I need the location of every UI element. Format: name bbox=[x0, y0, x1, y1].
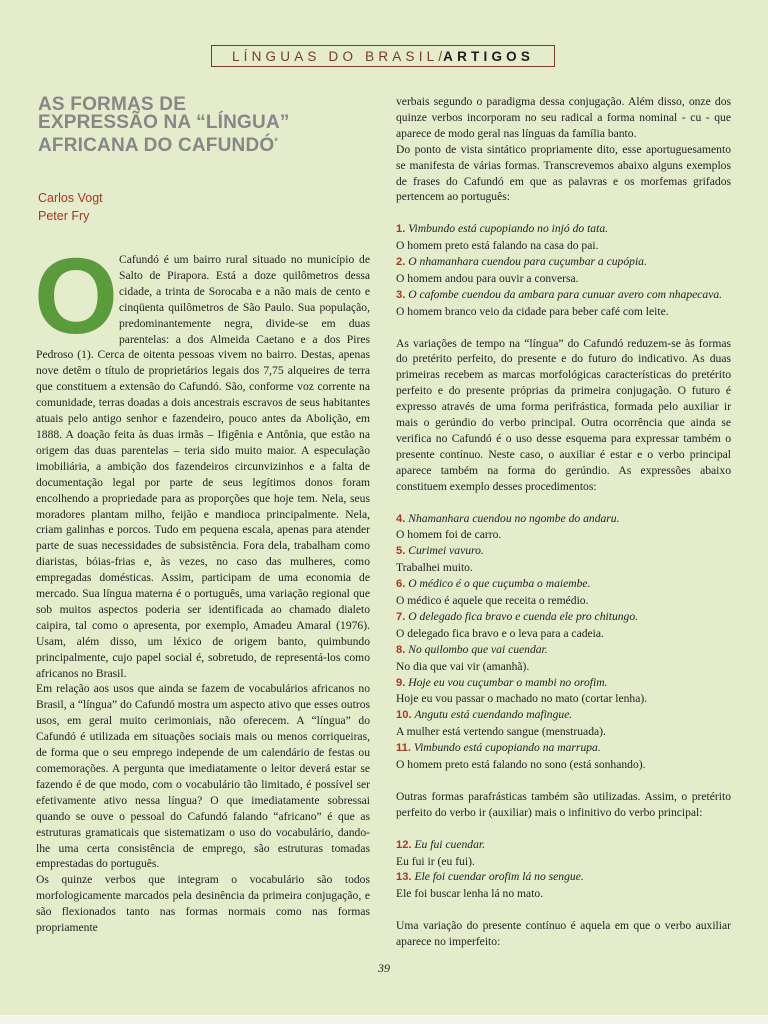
right-column bbox=[396, 94, 731, 950]
example-list bbox=[396, 511, 731, 774]
example-list bbox=[396, 221, 731, 319]
author-name: Carlos Vogt bbox=[38, 191, 103, 205]
body-paragraph: verbais segundo o paradigma dessa conjugação. Além disso, onze dos quinze verbos incorporam no seu radical a forma nominal - cu - que aparece de modo geral nas línguas da família banto. bbox=[396, 95, 731, 140]
example-phrase bbox=[396, 869, 731, 886]
example-text: Nhamanhara cuendou no ngombe do andaru. bbox=[408, 511, 620, 525]
example-number: 2. bbox=[396, 256, 406, 269]
dropcap-letter: O bbox=[34, 235, 119, 356]
example-number: 13. bbox=[396, 871, 412, 884]
example-translation: O homem branco veio da cidade para beber café com leite. bbox=[396, 304, 669, 318]
example-number: 4. bbox=[396, 512, 406, 525]
example-number: 5. bbox=[396, 545, 406, 558]
example-number: 3. bbox=[396, 288, 406, 301]
example-translation: Hoje eu vou passar o machado no mato (cortar lenha). bbox=[396, 692, 648, 706]
example-number: 11. bbox=[396, 742, 411, 755]
body-paragraph: Em relação aos usos que ainda se fazem de vocabulários africanos no Brasil, a “língua” do Cafundó mostra um aspecto ativo que esses outros usos, em geral muito cerimoniais, não oferecem. A “língua” do Cafundó é utilizada em situações sociais mais ou menos corriqueiras, de forma que o seu emprego independe de um calendário de festas ou comemorações. A pergunta que imediatamente o leitor deverá estar se fazendo é de que modo, com o vocabulário tão limitado, é possível ser efetivamente ativo nessa língua? O que imediatamente sobressai quando se ouve o pessoal do Cafundó falando “africano” é que as estruturas gramaticais que sistematizam o uso do vocabulário, dando-lhe uma certa consistência de emprego, são estruturas tomadas emprestadas do português. bbox=[36, 682, 370, 871]
example-translation: Ele foi buscar lenha lá no mato. bbox=[396, 887, 544, 901]
example-translation: O homem preto está falando no sono (está sonhando). bbox=[396, 758, 646, 772]
example-phrase bbox=[396, 287, 731, 304]
example-phrase bbox=[396, 675, 731, 692]
example-text: O cafombe cuendou da ambara para cunuar avero com nhapecava. bbox=[408, 287, 723, 301]
title-line-2: EXPRESSÃO NA “LÍNGUA” bbox=[38, 112, 290, 133]
bottom-strip bbox=[0, 1015, 768, 1024]
example-text: Vimbundo está cupopiando na marrupa. bbox=[413, 741, 601, 755]
body-paragraph: Do ponto de vista sintático propriamente dito, esse aportuguesamento se manifesta de várias formas. Transcrevemos abaixo alguns exemplos de frases do Cafundó em que as palavras e os morfemas grifados pertencem ao português: bbox=[396, 142, 731, 204]
example-translation: Eu fui ir (eu fui). bbox=[396, 854, 475, 868]
example-translation: O homem preto está falando na casa do pai. bbox=[396, 239, 599, 253]
body-paragraph: Cafundó é um bairro rural situado no município de Salto de Pirapora. Está a doze quilômetros dessa cidade, a trinta de Sorocaba e a não mais de cento e cinqüenta quilômetros de São Paulo. Sua população, predominantemente negra, divide-se em duas parentelas: a dos Almeida Caetano e a dos Pires Pedroso (1). Cerca de oitenta pessoas vivem no bairro. Destas, apenas nove detêm o título de proprietários legais dos 7,75 alqueires de terra que constituem a extensão do Cafundó. São, conforme voz corrente na comunidade, terras doadas a dois ancestrais escravos de seus habitantes atuais pelo antigo senhor e fazendeiro, pouco antes da Abolição, em 1888. A doação feita às duas irmãs – Ifigênia e Antônia, que estão na origem das duas parentelas – teria sido muito maior. A especulação imobiliária, a ambição dos fazendeiros circunvizinhos e a falta de documentação legal por parte de seus legítimos donos foram encolhendo a propriedade para as proporções que hoje tem. Nela, seus moradores plantam milho, feijão e mandioca principalmente. Nela, criam galinhas e porcos. Tudo em pequena escala, apenas para atender parte de suas necessidades de subsistência. Fora dela, trabalham como diaristas, bóias-frias e, às vezes, no caso das mulheres, como empregadas domésticas. Assim, participam de uma economia de mercado. Sua língua materna é o português, uma variação regional que sob muitos aspectos poderia ser identificada ao chamado dialeto caipira, tal como o apresenta, por exemplo, Amadeu Amaral (1976). Usam, além disso, um léxico de origem banto, quimbundo principalmente, cujo papel social é, sobretudo, de representá-los como africanos no Brasil. bbox=[36, 253, 370, 680]
section-header bbox=[211, 45, 555, 67]
example-text: O nhamanhara cuendou para cuçumbar a cupópia. bbox=[408, 255, 647, 269]
example-phrase bbox=[396, 609, 731, 626]
example-number: 1. bbox=[396, 223, 406, 236]
example-phrase bbox=[396, 707, 731, 724]
example-translation: O delegado fica bravo e o leva para a cadeia. bbox=[396, 626, 604, 640]
example-number: 9. bbox=[396, 676, 406, 689]
example-text: Eu fui cuendar. bbox=[414, 837, 485, 851]
example-text: O médico é o que cuçumba o maiembe. bbox=[408, 577, 591, 591]
example-phrase bbox=[396, 740, 731, 757]
left-column bbox=[34, 235, 370, 936]
body-paragraph: Outras formas parafrásticas também são utilizadas. Assim, o pretérito perfeito do verbo ir (auxiliar) mais o infinitivo do verbo principal: bbox=[396, 789, 731, 819]
example-phrase bbox=[396, 254, 731, 271]
example-phrase bbox=[396, 642, 731, 659]
author-list bbox=[38, 189, 103, 225]
example-translation: A mulher está vertendo sangue (menstruada). bbox=[396, 725, 606, 739]
example-number: 8. bbox=[396, 643, 406, 656]
body-paragraph: As variações de tempo na “língua” do Cafundó reduzem-se às formas do pretérito perfeito, do presente e do futuro do indicativo. As duas primeiras recebem as marcas morfológicas características do pretérito perfeito e do presente próprias da primeira conjugação. O futuro é expresso através de uma forma perifrástica, formada pelo auxiliar ir mais o gerúndio do verbo principal. Outra ocorrência que ainda se verifica no Cafundó é o uso desse esquema para expressar também o presente contínuo. Neste caso, o auxiliar é estar e o verbo principal aparece também na forma do gerúndio. As expressões abaixo constituem exemplo desses procedimentos: bbox=[396, 336, 731, 493]
author-name: Peter Fry bbox=[38, 209, 90, 223]
example-number: 12. bbox=[396, 838, 412, 851]
example-number: 6. bbox=[396, 578, 406, 591]
example-translation: O médico é aquele que receita o remédio. bbox=[396, 594, 589, 608]
body-paragraph: Uma variação do presente contínuo é aquela em que o verbo auxiliar aparece no imperfeito: bbox=[396, 919, 731, 949]
title-footnote-mark: * bbox=[274, 136, 279, 146]
example-phrase bbox=[396, 837, 731, 854]
section-slash: / bbox=[438, 48, 444, 64]
example-number: 10. bbox=[396, 709, 412, 722]
dropcap-box bbox=[34, 235, 119, 356]
example-phrase bbox=[396, 221, 731, 238]
section-category: ARTIGOS bbox=[443, 48, 535, 64]
example-phrase bbox=[396, 511, 731, 528]
title-line-1: AS FORMAS DE bbox=[38, 94, 187, 115]
section-name: LÍNGUAS DO BRASIL bbox=[231, 48, 439, 64]
example-translation: O homem foi de carro. bbox=[396, 528, 502, 542]
example-translation: No dia que vai vir (amanhã). bbox=[396, 659, 530, 673]
page-number: 39 bbox=[378, 961, 390, 975]
article-title bbox=[38, 96, 338, 155]
example-text: O delegado fica bravo e cuenda ele pro chitungo. bbox=[408, 609, 639, 623]
example-text: Hoje eu vou cuçumbar o mambi no orofim. bbox=[408, 675, 608, 689]
example-text: No quilombo que vai cuendar. bbox=[408, 642, 548, 656]
example-translation: Trabalhei muito. bbox=[396, 561, 473, 575]
example-number: 7. bbox=[396, 610, 406, 623]
title-line-3 bbox=[38, 132, 338, 155]
example-phrase bbox=[396, 576, 731, 593]
example-text: Ele foi cuendar orofim lá no sengue. bbox=[414, 870, 584, 884]
example-phrase bbox=[396, 543, 731, 560]
example-list bbox=[396, 837, 731, 903]
title-line-3-text: AFRICANA DO CAFUNDÓ bbox=[38, 135, 275, 156]
body-paragraph: Os quinze verbos que integram o vocabulário são todos morfologicamente marcados pela desinência da primeira conjugação, e são flexionados tanto nas formas normais como nas formas propriamente bbox=[36, 873, 370, 935]
example-text: Vimbundo está cupopiando no injó do tata. bbox=[408, 222, 609, 236]
example-text: Curimei vavuro. bbox=[408, 544, 484, 558]
example-text: Angutu está cuendando mafingue. bbox=[414, 708, 573, 722]
example-translation: O homem andou para ouvir a conversa. bbox=[396, 271, 579, 285]
